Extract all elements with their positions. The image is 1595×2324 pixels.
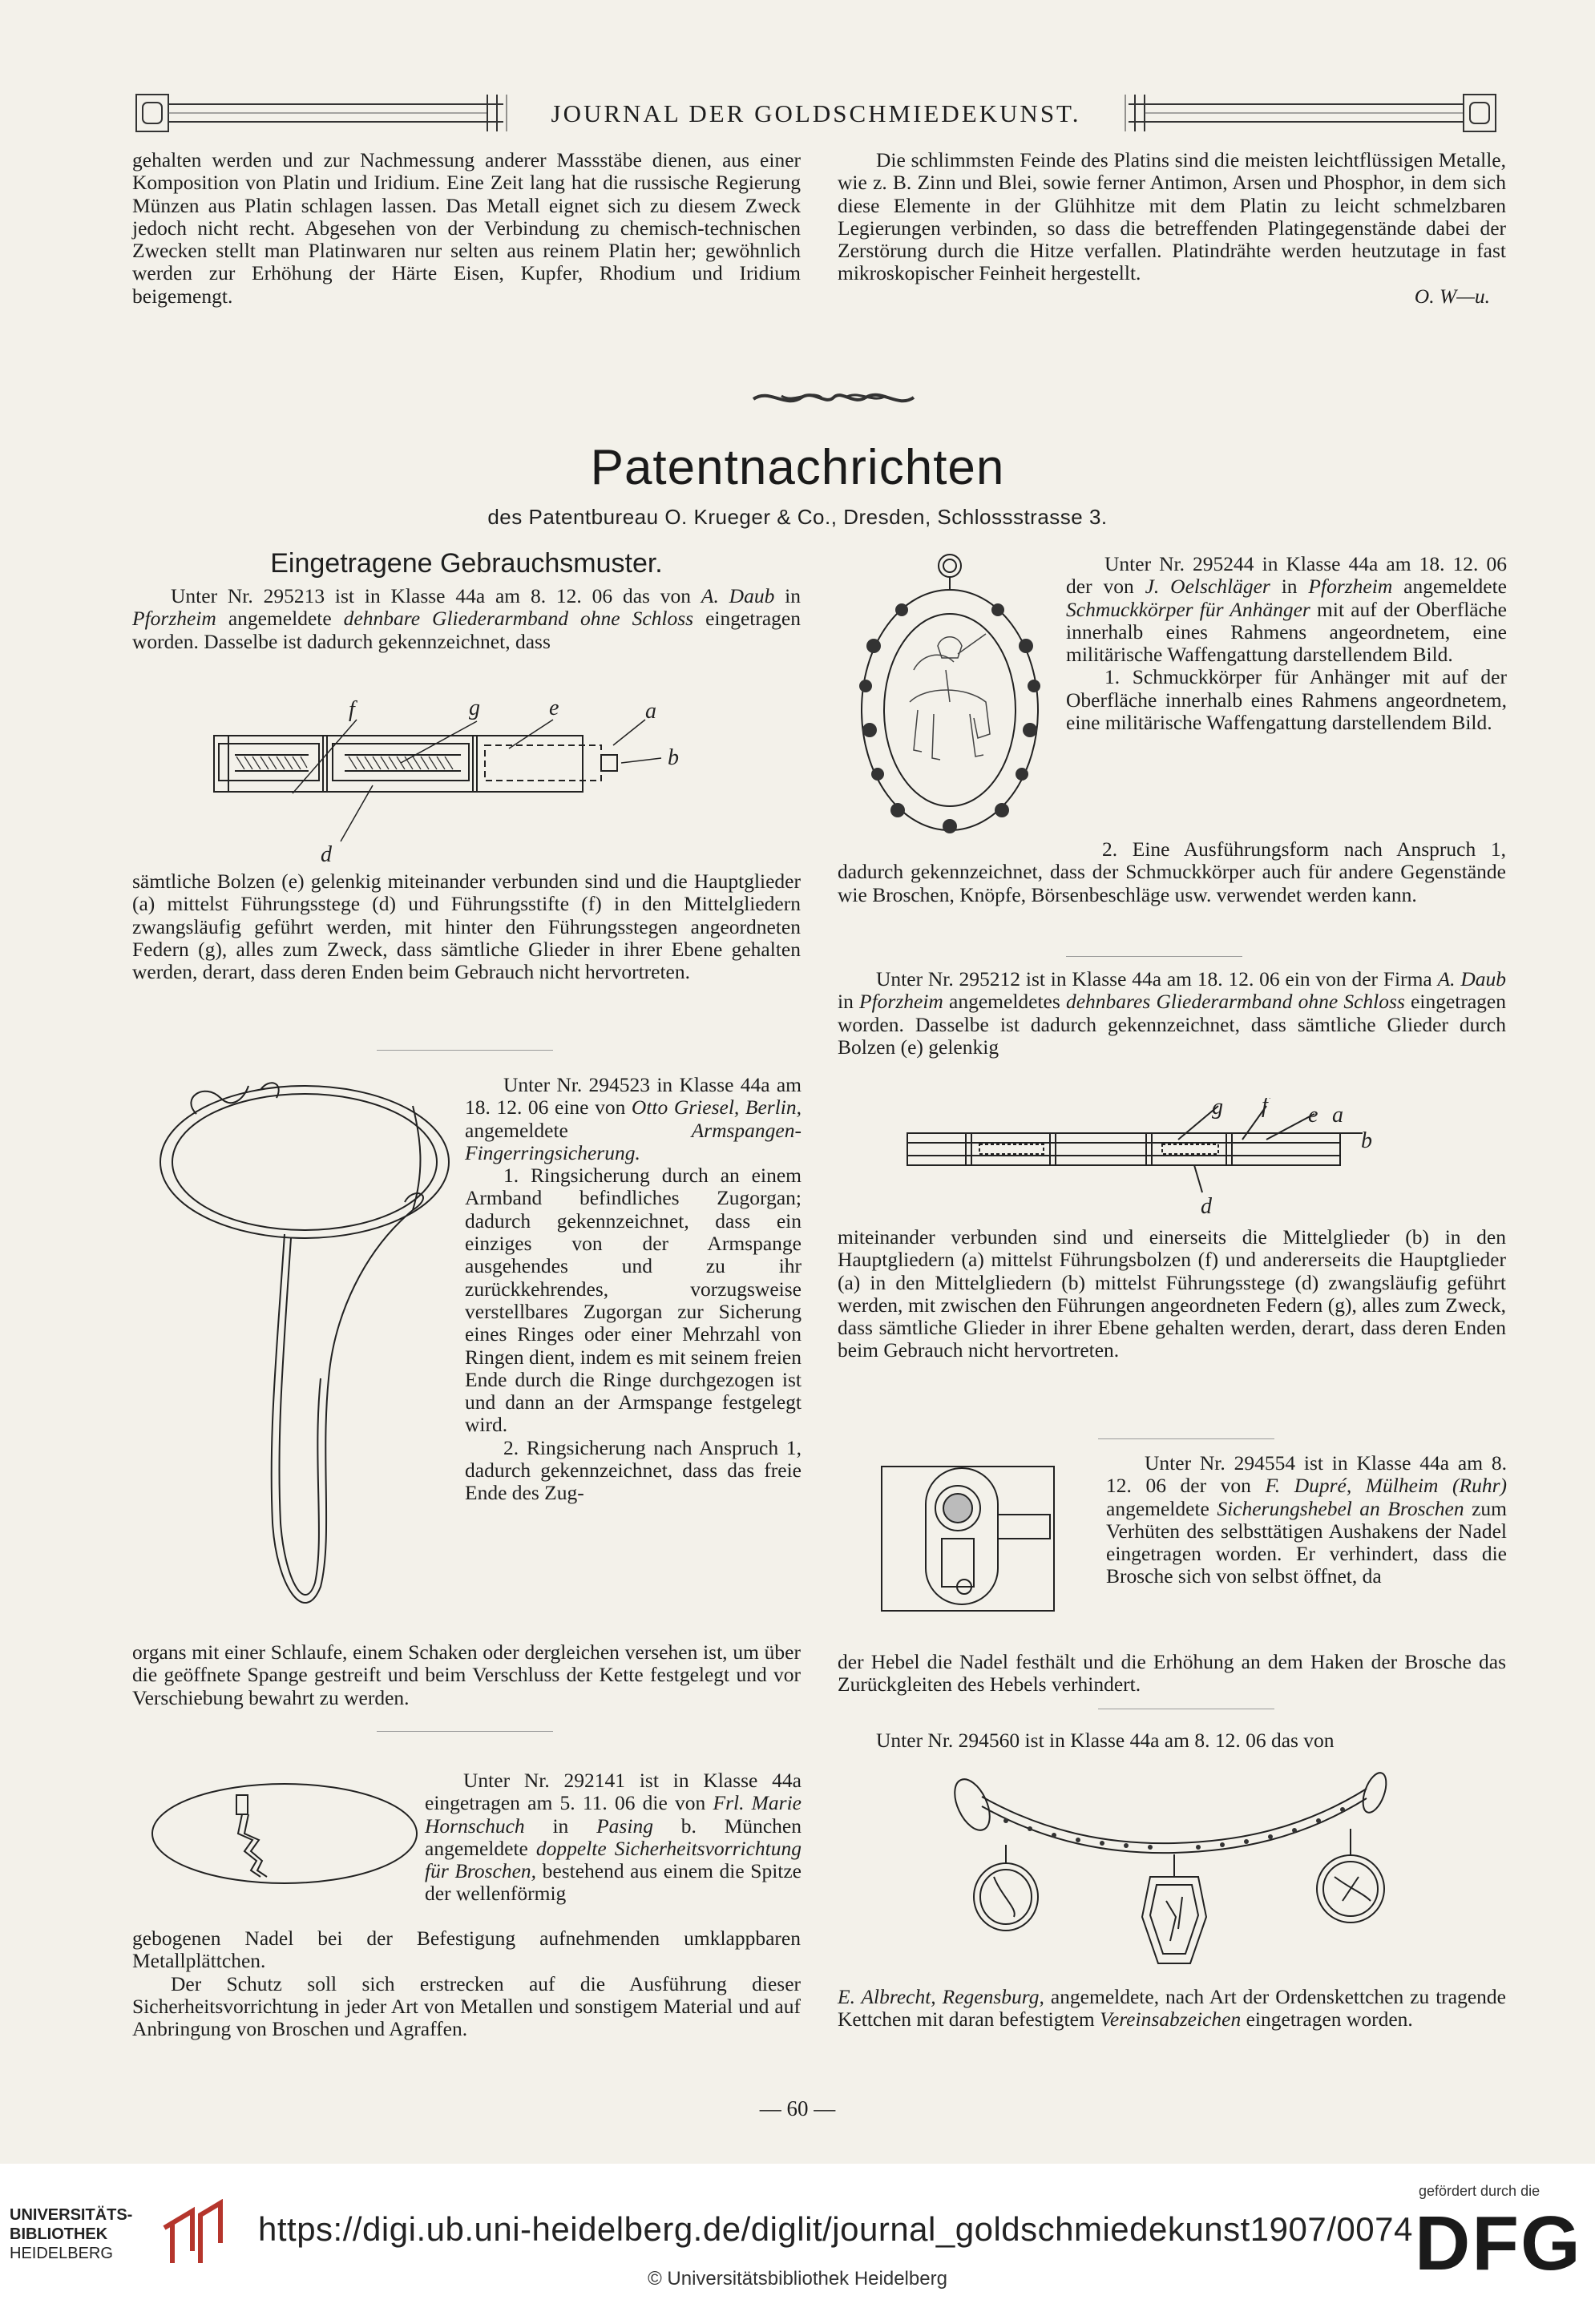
page-number: — 60 — — [759, 2096, 836, 2120]
applicant-name: E. Albrecht, Regensburg, — [838, 1985, 1044, 2008]
military-pendant-figure — [838, 550, 1062, 846]
library-logo-icon — [156, 2199, 244, 2271]
entry-295213-claims: sämtliche Bolzen (e) gelenkig miteinander verbunden sind und die Hauptglieder (a) mittelst Führungsstege (d) und Führungsstifte (f) in den Mittelgliedern zwangsläufig geführt werden, mit hinter den Führungsstegen angeordneten Federn (g), alles zum Zweck, dass sämtliche Glieder in ihrer Ebene gehalten werden, derart, dass deren Enden beim Gebrauch nicht hervortreten. — [132, 869, 801, 984]
applicant-name: A. Daub — [701, 584, 775, 607]
label-b: b — [668, 745, 679, 770]
applicant-name: Frl. Marie Hornschuch — [425, 1791, 802, 1838]
entry-292141-cont: gebogenen Nadel bei der Befestigung aufnehmenden umklappbaren Metallplättchen. Der Schutz soll sich erstrecken auf die Ausführung dieser Sicherheitsvorrichtung in jeder Art von Metallen und sonstigem Material und auf Anbringung von Broschen und Agraffen. — [132, 1927, 801, 2041]
label-f: f — [1262, 1098, 1268, 1118]
label-g: g — [469, 697, 480, 720]
digital-url-link[interactable]: https://digi.ub.uni-heidelberg.de/diglit/journal_goldschmiedekunst1907/0074 — [258, 2210, 1413, 2248]
intro-right-column — [838, 149, 1506, 308]
intro-left-text: gehalten werden und zur Nachmessung anderer Massstäbe dienen, aus einer Komposition von Platin und Iridium. Eine Zeit lang hat die russische Regierung Münzen aus Platin schlagen lassen. Das Metall eignet sich zu diesem Zweck jedoch nicht recht. Abgesehen von der Verbindung zu chemisch-technischen Zwecken stellt man Platinwaren nur selten aus reinem Platin her; gewöhnlich werden zur Erhöhung der Härte Eisen, Kupfer, Rhodium und Iridium beigemengt. — [132, 148, 801, 308]
item-name: doppelte Sicherheitsvorrichtung für Broschen, — [425, 1836, 802, 1883]
label-e: e — [549, 697, 559, 720]
separator-rule — [377, 1050, 553, 1051]
section-subtitle: des Patentbureau O. Krueger & Co., Dresden, Schlossstrasse 3. — [487, 505, 1108, 529]
applicant-place: Pforzheim — [132, 607, 216, 631]
entry-294523-text: Unter Nr. 294523 in Klasse 44a am 18. 12. 06 eine von Otto Griesel, Berlin, angemeldete Armspangen-Fingerringsicherung. 1. Ringsicherung durch an einem Armband befindliches Zugorgan; dadurch gekennzeichnet, dass ein einziges von der Armspange ausgehendes und zu ihr zurückkehrendes, vorzugsweise verstellbares Zugorgan zur Sicherung eines Ringes oder einer Mehrzahl von Ringen dient, indem es mit seinem freien Ende durch die Ringe durchgezogen ist und dann an der Armspange festgelegt wird. 2. Ringsicherung nach Anspruch 1, dadurch gekennzeichnet, dass das freie Ende des Zug- — [465, 1073, 802, 1505]
section-ornament — [749, 386, 918, 409]
journal-title: JOURNAL DER GOLDSCHMIEDEKUNST. — [551, 99, 1081, 127]
entry-295244-text: Unter Nr. 295244 in Klasse 44a am 18. 12. 06 der von J. Oelschläger in Pforzheim angemeldete Schmuckkörper für Anhänger mit auf der Oberfläche innerhalb eines Rahmens angeordnetem, eine militärische Waffengattung darstellendem Bild. 1. Schmuckkörper für Anhänger mit auf der Oberfläche innerhalb eines Rahmens angeordnetem, eine militärische Waffengattung darstellendem Bild. — [1066, 552, 1507, 735]
entry-295213-text: Unter Nr. 295213 ist in Klasse 44a am 8. 12. 06 das von A. Daub in Pforzheim angemeldete dehnbare Gliederarmband ohne Schloss eingetragen worden. Dasselbe ist dadurch gekennzeichnet, dass — [132, 584, 802, 653]
section-title: Patentnachrichten — [590, 440, 1005, 495]
intro-signature: O. W—u. — [1414, 284, 1490, 308]
item-name: dehnbares Gliederarmband ohne Schloss — [1065, 990, 1405, 1014]
running-header — [135, 90, 1497, 138]
item-name: Armspangen-Fingerringsicherung. — [465, 1118, 802, 1164]
entry-294560-cont: E. Albrecht, Regensburg, angemeldete, nach Art der Ordenskettchen zu tragende Kettchen mit daran befestigtem Vereinsabzeichen eingetragen worden. — [838, 1985, 1506, 2031]
section-subhead: Eingetragene Gebrauchsmuster. — [270, 548, 663, 579]
copyright-notice: © Universitätsbibliothek Heidelberg — [648, 2268, 947, 2290]
item-name: Schmuckkörper für Anhänger — [1066, 597, 1310, 621]
applicant-name: Otto Griesel, Berlin, — [631, 1095, 802, 1120]
label-e: e — [1308, 1103, 1318, 1128]
applicant-name: F. Dupré, Mülheim (Ruhr) — [1265, 1474, 1508, 1498]
applicant-place: Pasing — [596, 1814, 653, 1838]
brooch-safety-figure — [148, 1777, 421, 1890]
separator-rule — [1098, 1438, 1274, 1439]
applicant-name: J. Oelschläger — [1145, 575, 1270, 599]
entry-294523-cont: organs mit einer Schlaufe, einem Schaken oder dergleichen versehen ist, um über die geöffnete Spange gestreift und beim Verschluss der Kette festgelegt und vor Verschiebung bewahrt zu werden. — [132, 1640, 801, 1709]
brooch-lever-figure — [878, 1459, 1070, 1619]
label-b: b — [1361, 1128, 1372, 1153]
label-f: f — [349, 697, 355, 722]
library-name: UNIVERSITÄTS- BIBLIOTHEK HEIDELBERG — [10, 2206, 133, 2262]
entry-294560-text: Unter Nr. 294560 ist in Klasse 44a am 8. 12. 06 das von — [876, 1729, 1335, 1752]
label-g: g — [1212, 1098, 1223, 1120]
applicant-place: Pforzheim — [1308, 575, 1393, 599]
bracelet-link-figure — [212, 697, 709, 869]
library-footer — [0, 2164, 1595, 2324]
bracelet-link-figure-2 — [906, 1098, 1387, 1218]
label-a: a — [645, 699, 656, 724]
label-d: d — [321, 842, 332, 867]
item-name: dehnbare Gliederarmband ohne Schloss — [343, 607, 694, 631]
intro-left-column — [132, 149, 801, 308]
dfg-logo: DFG — [1415, 2201, 1582, 2286]
funding-note: gefördert durch die — [1419, 2183, 1540, 2199]
applicant-place: Pforzheim — [859, 990, 943, 1014]
applicant-name: A. Daub — [1437, 967, 1506, 991]
item-name: Sicherungshebel an Broschen — [1217, 1496, 1464, 1520]
entry-295212-cont: miteinander verbunden sind und einerseits die Mittelglieder (b) in den Hauptgliedern (a) mittelst Führungsbolzen (f) und andererseits die Hauptglieder (a) in den Mittelgliedern (b) mittelst Führungsstege (d) zwangsläufig geführt werden, mit zwischen den Führungen angeordneten Federn (g), alles zum Zweck, dass sämtliche Glieder in ihrer Ebene gehalten werden, derart, dass deren Enden beim Gebrauch nicht hervortreten. — [838, 1225, 1506, 1362]
label-d: d — [1201, 1194, 1212, 1218]
entry-294554-text: Unter Nr. 294554 ist in Klasse 44a am 8. 12. 06 der von F. Dupré, Mülheim (Ruhr) angemeldete Sicherungshebel an Broschen zum Verhüten des selbsttätigen Aushakens der Nadel eingetragen worden. Er verhindert, dass die Brosche sich von selbst öffnet, da — [1106, 1451, 1508, 1588]
label-a: a — [1332, 1103, 1343, 1128]
chain-badges-figure — [950, 1757, 1399, 1973]
entry-292141-text: Unter Nr. 292141 ist in Klasse 44a eingetragen am 5. 11. 06 die von Frl. Marie Hornschuch in Pasing b. München angemeldete doppelte Sicherheitsvorrichtung für Broschen, bestehend aus einem die Spitze der wellenförmig — [425, 1769, 802, 1906]
entry-295244-claim2: 2. Eine Ausführungsform nach Anspruch 1, dadurch gekennzeichnet, dass der Schmuckkörper auch für andere Gegenstände wie Broschen, Knöpfe, Börsenbeschläge usw. verwendet werden kann. — [838, 837, 1506, 906]
separator-rule — [377, 1731, 553, 1732]
entry-294554-cont: der Hebel die Nadel festhält und die Erhöhung an dem Haken der Brosche das Zurückgleiten des Hebels verhindert. — [838, 1650, 1506, 1697]
arm-bangle-figure — [148, 1074, 461, 1699]
separator-rule — [1066, 956, 1242, 957]
intro-right-text: Die schlimmsten Feinde des Platins sind die meisten leichtflüssigen Metalle, wie z. B. Zinn und Blei, sowie ferner Antimon, Arsen und Phosphor, in dem sich diese Elemente in der Glühhitze mit dem Platin zu leicht schmelzbaren Legierungen verbinden, so dass die betreffenden Platingegenstände dabei der Zerstörung durch die Hitze verfallen. Platindrähte werden heutzutage in fast mikroskopischer Feinheit hergestellt. — [838, 148, 1506, 285]
entry-295212-text: Unter Nr. 295212 ist in Klasse 44a am 18. 12. 06 ein von der Firma A. Daub in Pforzheim angemeldetes dehnbares Gliederarmband ohne Schloss eingetragen worden. Dasselbe ist dadurch gekennzeichnet, dass sämtliche Glieder durch Bolzen (e) gelenkig — [838, 967, 1506, 1059]
item-name: Vereinsabzeichen — [1100, 2007, 1242, 2031]
